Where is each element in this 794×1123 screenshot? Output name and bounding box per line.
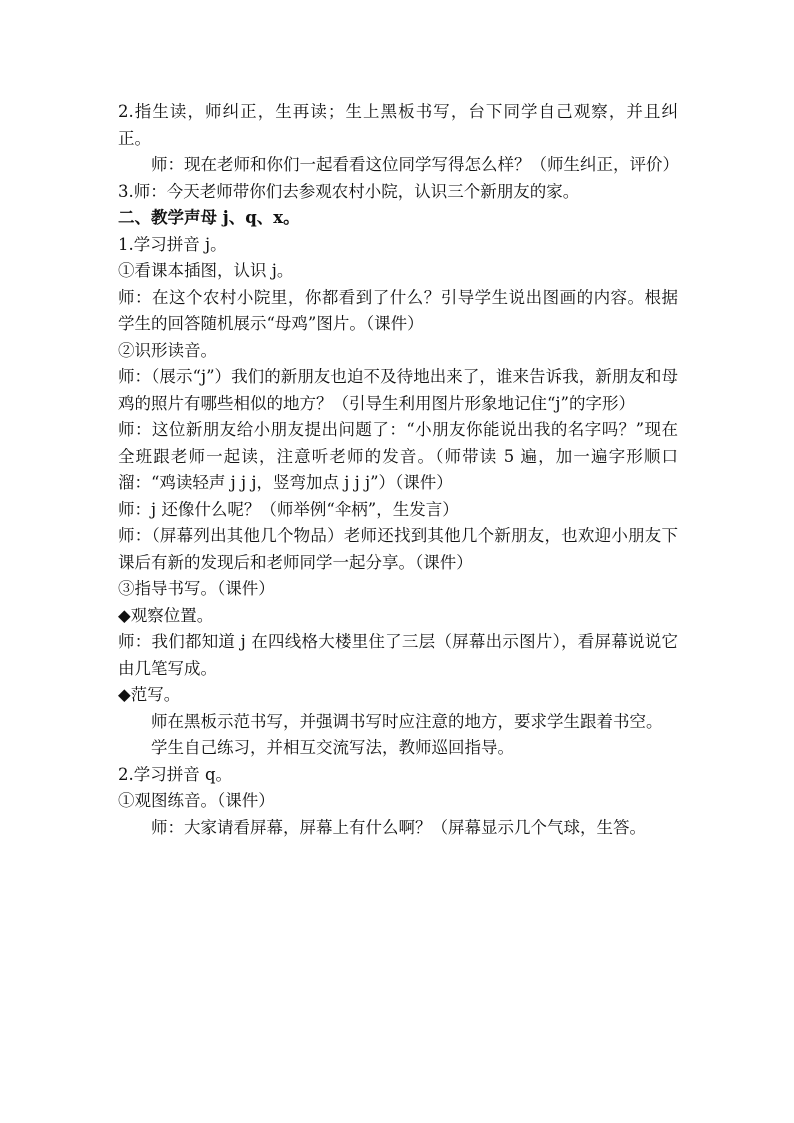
- paragraph-9: 师：（展示“j”）我们的新朋友也迫不及待地出来了，谁来告诉我，新朋友和母鸡的照片有哪些相似的地方？（引导生利用图片形象地记住“j”的字形）: [118, 367, 678, 413]
- paragraph-19: 2.学习拼音 q。: [118, 764, 233, 784]
- paragraph-5: 1.学习拼音 j。: [118, 234, 227, 254]
- paragraph-18: 学生自己练习，并相互交流写法，教师巡回指导。: [151, 738, 514, 757]
- paragraph-17: 师在黑板示范书写，并强调书写时应注意的地方，要求学生跟着书空。: [151, 711, 663, 731]
- paragraph-12: 师：（屏幕列出其他几个物品）老师还找到其他几个新朋友，也欢迎小朋友下课后有新的发现后和老师同学一起分享。（课件）: [118, 526, 678, 572]
- paragraph-13: ③指导书写。（课件）: [118, 579, 275, 598]
- paragraph-20: ①观图练音。（课件）: [118, 791, 275, 810]
- paragraph-6: ①看课本插图，认识 j。: [118, 261, 294, 280]
- paragraph-2: 师：现在老师和你们一起看看这位同学写得怎么样？（师生纠正，评价）: [151, 155, 679, 174]
- document-body: [118, 99, 678, 841]
- paragraph-8: ②识形读音。: [118, 340, 217, 360]
- paragraph-7: 师：在这个农村小院里，你都看到了什么？引导学生说出图画的内容。根据学生的回答随机展示“母鸡”图片。（课件）: [118, 287, 678, 333]
- paragraph-1: 2.指生读，师纠正，生再读；生上黑板书写，台下同学自己观察，并且纠正。: [118, 102, 678, 148]
- paragraph-21: 师：大家请看屏幕，屏幕上有什么啊？（屏幕显示几个气球，生答。: [151, 817, 646, 837]
- section-heading: 二、教学声母 j、q、x。: [118, 208, 300, 227]
- paragraph-16: ◆范写。: [118, 685, 181, 704]
- paragraph-10: 师：这位新朋友给小朋友提出问题了：“小朋友你能说出我的名字吗？”现在全班跟老师一起读，注意听老师的发音。（师带读 5 遍，加一遍字形顺口溜：“鸡读轻声 j j j，竖弯加点 j j j”）（课件）: [118, 420, 678, 492]
- paragraph-15: 师：我们都知道 j 在四线格大楼里住了三层（屏幕出示图片），看屏幕说说它由几笔写成。: [118, 632, 678, 678]
- paragraph-3: 3.师：今天老师带你们去参观农村小院，认识三个新朋友的家。: [118, 181, 580, 201]
- paragraph-14: ◆观察位置。: [118, 605, 214, 625]
- paragraph-11: 师：j 还像什么呢？（师举例“伞柄”，生发言）: [118, 499, 459, 519]
